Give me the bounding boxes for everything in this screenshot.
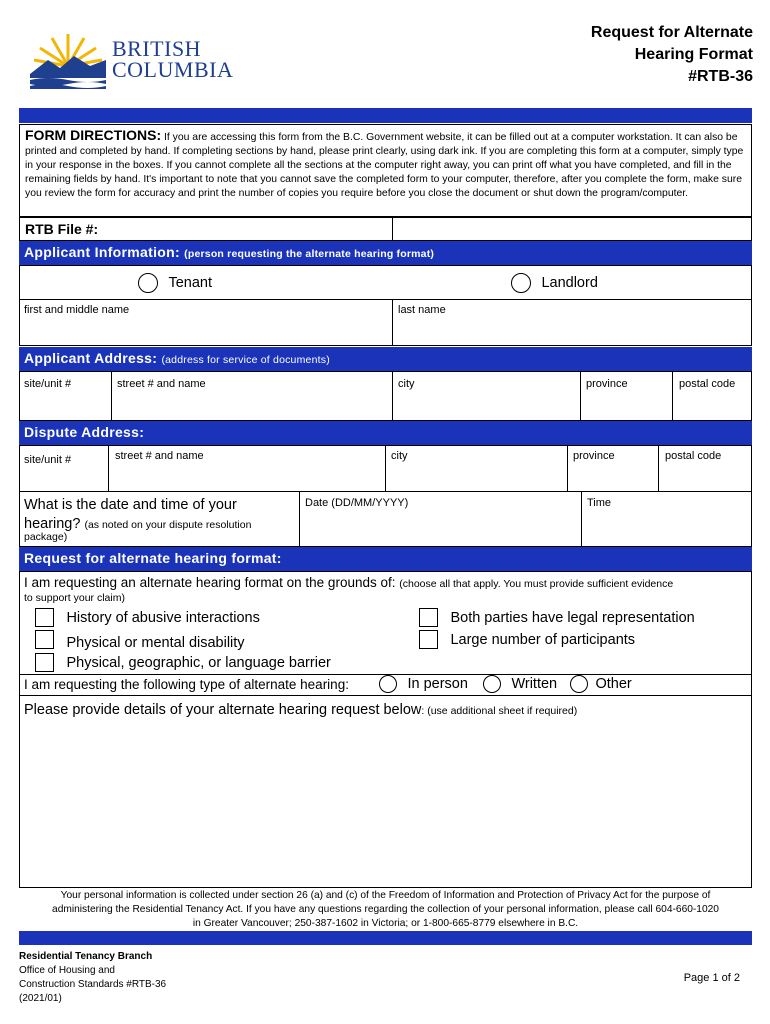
logo-line-columbia: COLUMBIA xyxy=(112,57,234,82)
hearing-question-line1: What is the date and time of your xyxy=(24,497,237,513)
applicant-address-header xyxy=(19,347,752,371)
form-title xyxy=(591,22,753,88)
role-row xyxy=(19,265,752,299)
bottom-divider-bar xyxy=(19,931,752,945)
hearing-question-note2: package) xyxy=(24,531,68,543)
dispute-street-field[interactable] xyxy=(108,445,386,492)
abuse-checkbox[interactable] xyxy=(35,608,54,627)
applicant-postal-code-label: postal code xyxy=(679,378,736,390)
hearing-date-label: Date (DD/MM/YYYY) xyxy=(305,497,409,509)
applicant-site-unit-label: site/unit # xyxy=(24,378,72,390)
grounds-sub: (choose all that apply. You must provide sufficient evidence xyxy=(399,578,674,590)
applicant-info-header xyxy=(19,241,752,265)
request-header xyxy=(19,547,752,571)
disability-checkbox[interactable] xyxy=(35,630,54,649)
type-written-option[interactable] xyxy=(483,675,557,693)
tenant-option[interactable] xyxy=(138,273,212,293)
applicant-address-sub: (address for service of documents) xyxy=(161,354,330,366)
tenant-radio[interactable] xyxy=(138,273,158,293)
page-number: Page 1 of 2 xyxy=(683,972,740,984)
dispute-site-unit-label: site/unit # xyxy=(24,454,72,466)
details-heading xyxy=(24,701,577,719)
title-line-3: #RTB-36 xyxy=(688,68,753,85)
written-radio[interactable] xyxy=(483,675,501,693)
participants-label: Large number of participants xyxy=(450,631,636,648)
dispute-site-unit-field[interactable] xyxy=(19,445,109,492)
rtb-file-label: RTB File #: xyxy=(25,221,99,237)
applicant-info-sub: (person requesting the alternate hearing format) xyxy=(184,248,435,260)
privacy-notice xyxy=(19,889,752,931)
rtb-file-input[interactable] xyxy=(392,217,752,241)
in-person-radio[interactable] xyxy=(379,675,397,693)
privacy-line2: administering the Residential Tenancy Act. If you have any questions regarding the collection of your personal information, please call 604-660-1020 xyxy=(52,904,719,915)
type-in-person-option[interactable] xyxy=(379,675,468,693)
hearing-question-line2: hearing? xyxy=(24,516,81,532)
title-line-1: Request for Alternate xyxy=(590,24,753,41)
applicant-province-label: province xyxy=(586,378,628,390)
dispute-province-field[interactable] xyxy=(567,445,659,492)
landlord-option[interactable] xyxy=(511,273,598,293)
details-textarea[interactable] xyxy=(19,695,752,888)
footer-office2: Construction Standards #RTB-36 xyxy=(19,979,167,990)
hearing-type-row xyxy=(19,674,752,696)
rtb-file-label-cell xyxy=(19,217,393,241)
ground-option-barrier[interactable] xyxy=(35,653,331,672)
first-middle-name-label: first and middle name xyxy=(24,304,130,316)
applicant-postal-code-field[interactable] xyxy=(672,371,752,421)
grounds-sub2: to support your claim) xyxy=(24,592,125,604)
details-main: Please provide details of your alternate hearing request below xyxy=(24,702,422,718)
dispute-city-label: city xyxy=(391,450,408,462)
abuse-label: History of abusive interactions xyxy=(66,609,260,626)
details-sub: : (use additional sheet if required) xyxy=(421,705,578,717)
type-other-option[interactable] xyxy=(570,675,632,693)
hearing-time-label: Time xyxy=(587,497,612,509)
ground-option-disability[interactable] xyxy=(35,630,245,649)
applicant-street-field[interactable] xyxy=(111,371,393,421)
dispute-address-header xyxy=(19,421,752,445)
tenant-label: Tenant xyxy=(168,275,212,291)
logo-line-british: BRITISH xyxy=(112,36,202,61)
title-line-2: Hearing Format xyxy=(634,46,753,63)
dispute-postal-code-label: postal code xyxy=(665,450,722,462)
privacy-line3: in Greater Vancouver; 250-387-1602 in Victoria; or 1-800-665-8779 elsewhere in B.C. xyxy=(192,918,579,929)
bc-logo xyxy=(28,30,238,90)
applicant-street-label: street # and name xyxy=(117,378,206,390)
written-label: Written xyxy=(511,676,558,692)
dispute-address-heading: Dispute Address: xyxy=(24,424,145,440)
other-label: Other xyxy=(595,676,632,692)
applicant-address-heading: Applicant Address: xyxy=(24,350,158,366)
ground-option-legal-rep[interactable] xyxy=(419,608,695,627)
hearing-question xyxy=(24,496,251,535)
footer-office1: Office of Housing and xyxy=(19,965,115,976)
footer-version: (2021/01) xyxy=(19,993,62,1004)
ground-option-abuse[interactable] xyxy=(35,608,260,627)
landlord-label: Landlord xyxy=(541,275,598,291)
ground-option-participants[interactable] xyxy=(419,630,635,649)
hearing-time-field[interactable] xyxy=(581,491,752,547)
grounds-heading xyxy=(24,575,673,590)
footer-branch: Residential Tenancy Branch xyxy=(19,951,153,962)
in-person-label: In person xyxy=(407,676,468,692)
applicant-province-field[interactable] xyxy=(580,371,673,421)
hearing-date-field[interactable] xyxy=(299,491,582,547)
grounds-main: I am requesting an alternate hearing format on the grounds of: xyxy=(24,575,396,590)
participants-checkbox[interactable] xyxy=(419,630,438,649)
legal-rep-checkbox[interactable] xyxy=(419,608,438,627)
dispute-street-label: street # and name xyxy=(115,450,204,462)
hearing-question-note: (as noted on your dispute resolution xyxy=(84,519,252,531)
dispute-province-label: province xyxy=(573,450,615,462)
privacy-line1: Your personal information is collected under section 26 (a) and (c) of the Freedom of Information and Protection of Privacy Act for the purpose of xyxy=(60,890,711,901)
barrier-label: Physical, geographic, or language barrier xyxy=(66,654,331,671)
grounds-section xyxy=(19,571,752,675)
applicant-site-unit-field[interactable] xyxy=(19,371,112,421)
directions-heading: FORM DIRECTIONS: xyxy=(25,127,162,143)
last-name-label: last name xyxy=(398,304,446,316)
dispute-postal-code-field[interactable] xyxy=(658,445,752,492)
landlord-radio[interactable] xyxy=(511,273,531,293)
logo-wordmark xyxy=(112,38,233,80)
directions-text: If you are accessing this form from the B.C. Government website, it can be filled out at a computer workstation. It can also be printed and completed by hand. If completing sections by hand, please print clearly, using dark ink. If you are completing this form at a computer, simply type in your response in the boxes. If you cannot complete all the sections at the computer right away, you can print off what you have completed, and fill in the remaining fields by hand. It's important to note that you cannot save the completed form to your computer, therefore, after you complete the form, make sure you review the form for accuracy and print the number of copies you require before you close the document or shut down the program/computer. xyxy=(25,132,744,199)
footer-branch-info xyxy=(19,950,166,1006)
disability-label: Physical or mental disability xyxy=(66,634,245,651)
hearing-question-cell xyxy=(19,491,300,547)
last-name-field[interactable] xyxy=(392,299,752,346)
first-middle-name-field[interactable] xyxy=(19,299,393,346)
hearing-type-label: I am requesting the following type of alternate hearing: xyxy=(24,677,349,692)
form-directions xyxy=(19,124,752,217)
sun-mountain-icon xyxy=(28,30,108,90)
other-radio[interactable] xyxy=(570,675,588,693)
applicant-info-heading: Applicant Information: xyxy=(24,244,180,260)
request-heading: Request for alternate hearing format: xyxy=(24,550,282,566)
dispute-city-field[interactable] xyxy=(385,445,568,492)
legal-rep-label: Both parties have legal representation xyxy=(450,609,695,626)
applicant-city-label: city xyxy=(398,378,415,390)
top-divider-bar xyxy=(19,108,752,123)
applicant-city-field[interactable] xyxy=(392,371,581,421)
barrier-checkbox[interactable] xyxy=(35,653,54,672)
